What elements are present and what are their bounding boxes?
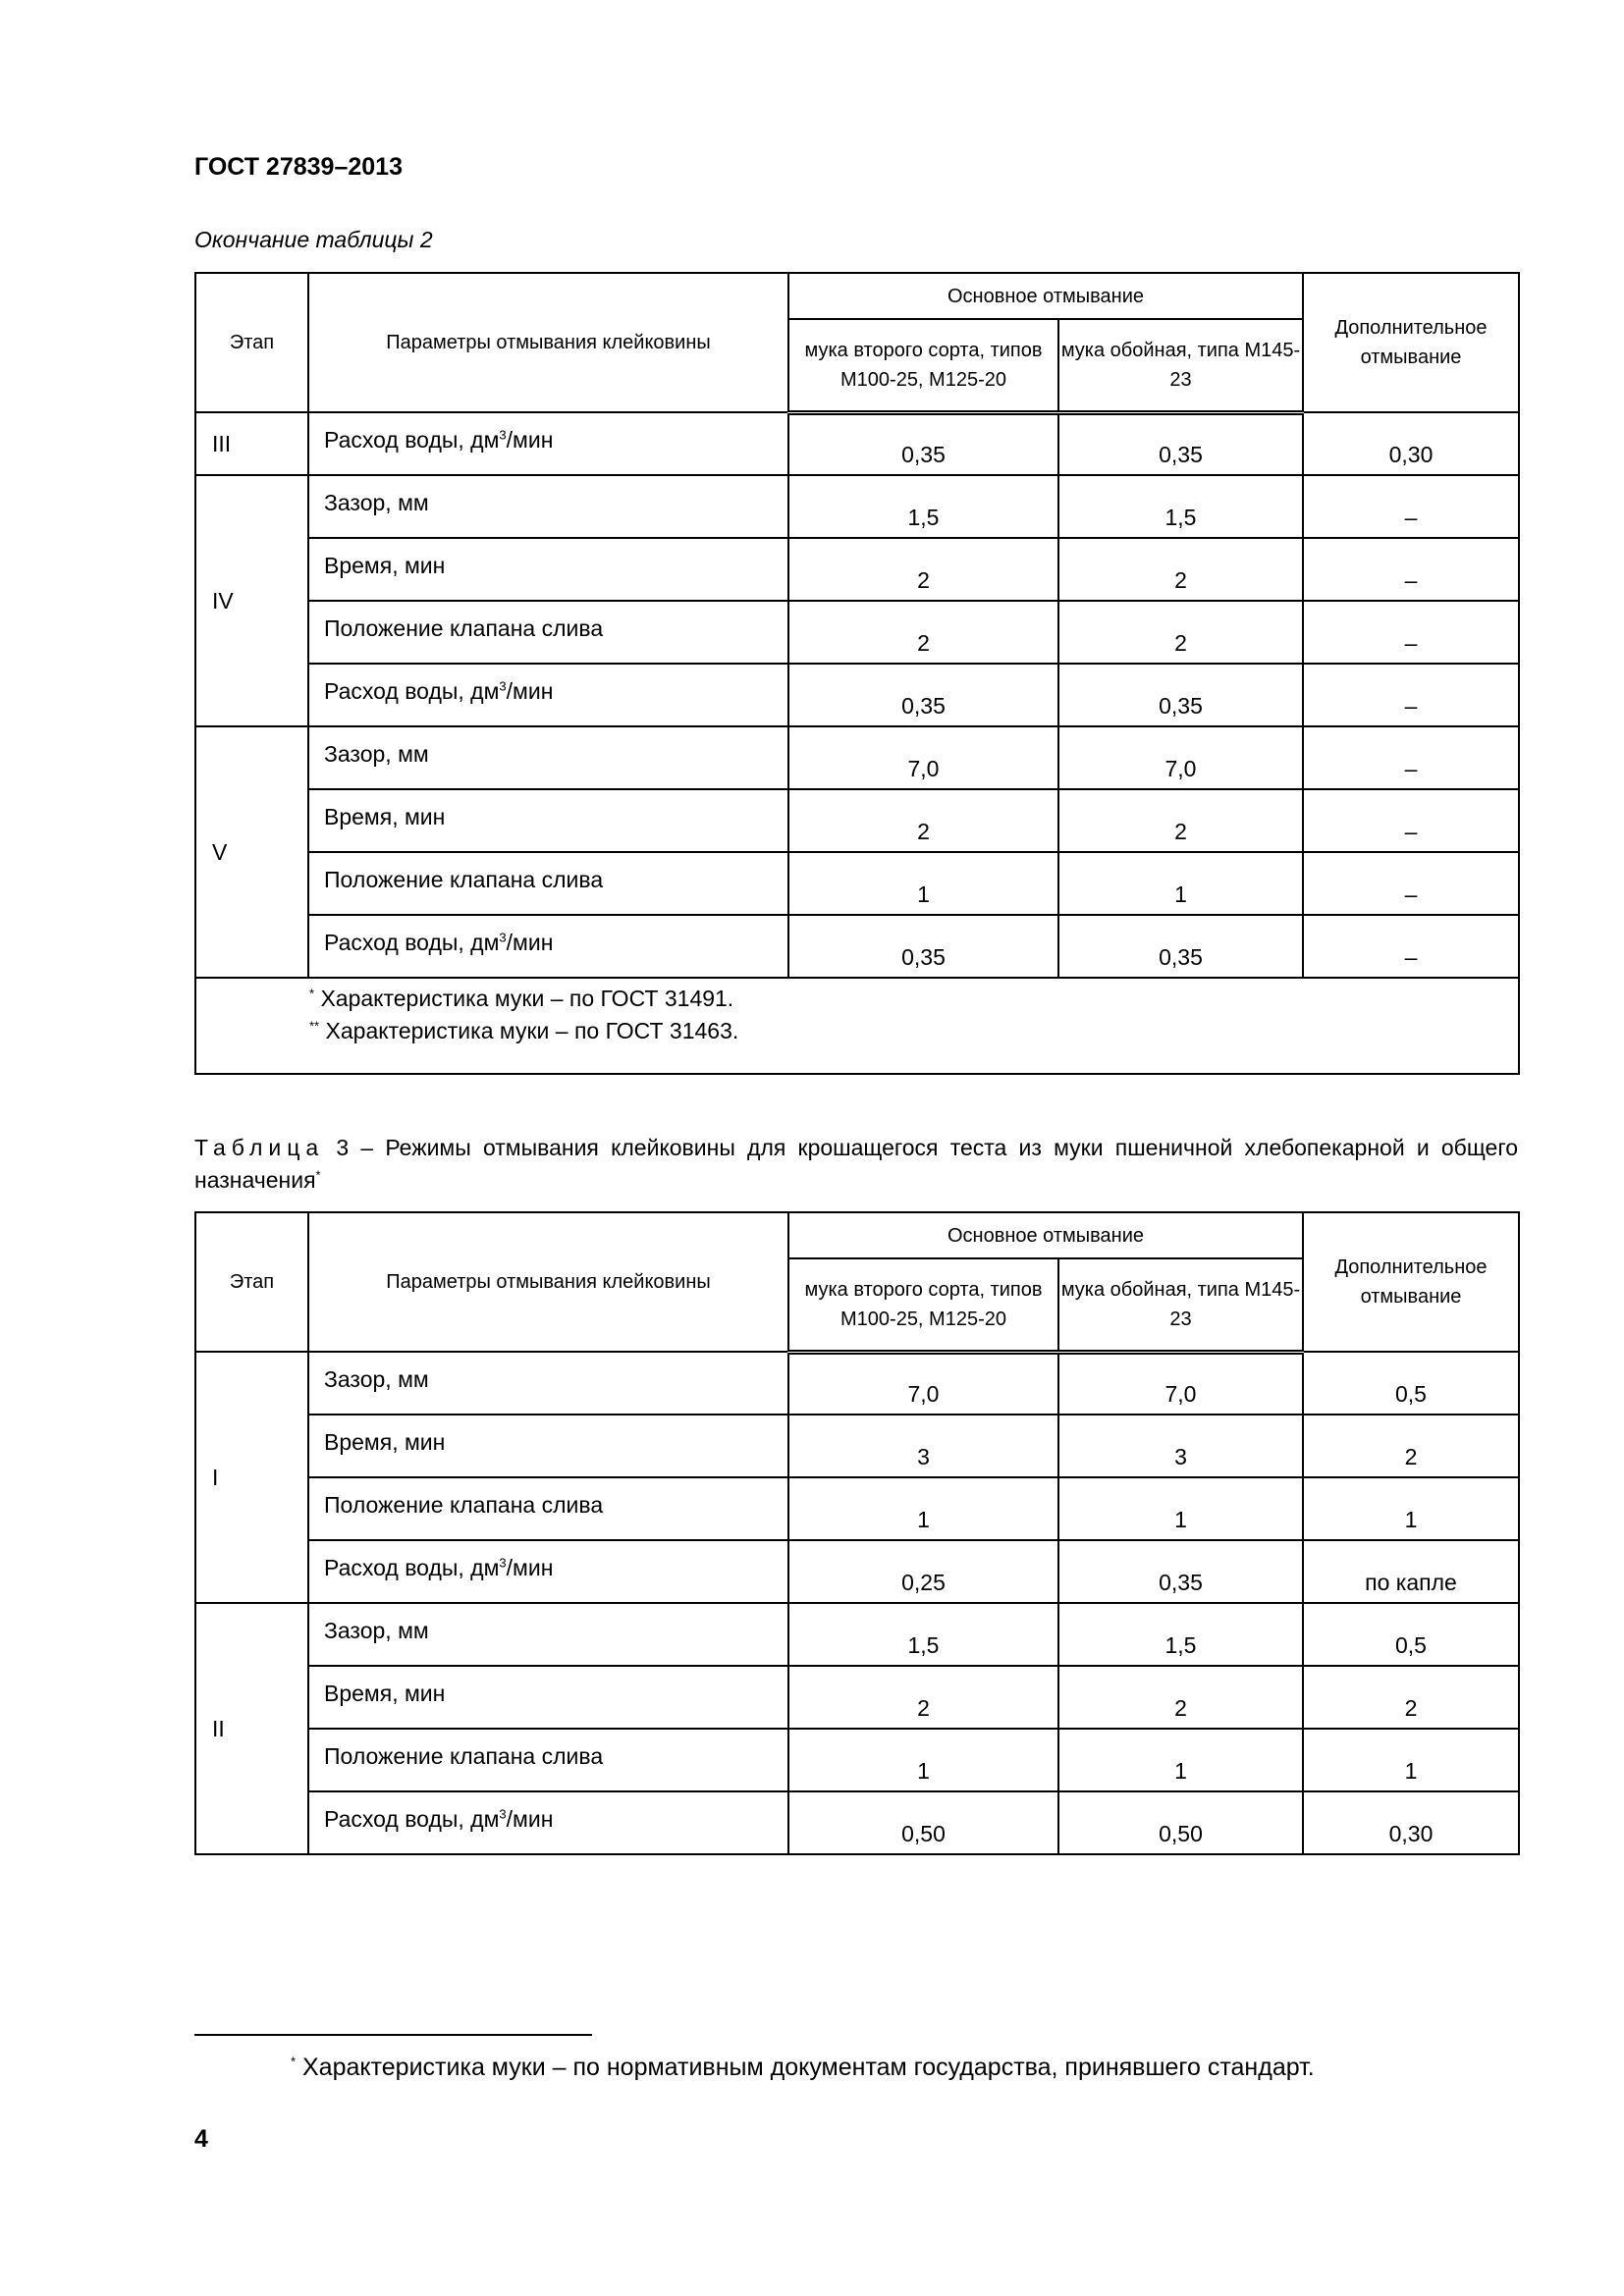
param-exponent: 3 <box>499 427 507 443</box>
param-label: Время, мин <box>324 1681 446 1706</box>
value-flour-wholemeal: 7,0 <box>1058 1352 1303 1415</box>
param-label: Положение клапана слива <box>324 867 604 892</box>
footnote-mark: * <box>291 2054 297 2069</box>
param-cell <box>308 726 788 789</box>
table3-title: 3 – Режимы отмывания клейковины для крошащегося теста из муки пшеничной хлебопекарной и общего назначения <box>194 1135 1518 1193</box>
header-stage: Этап <box>195 273 308 412</box>
param-cell <box>308 601 788 664</box>
param-cell <box>308 789 788 852</box>
value-extra-wash: – <box>1303 601 1519 664</box>
table-row <box>195 1603 1519 1666</box>
param-cell <box>308 1352 788 1415</box>
value-extra-wash: 1 <box>1303 1477 1519 1540</box>
value-flour-wholemeal: 2 <box>1058 601 1303 664</box>
param-label: Зазор, мм <box>324 741 429 767</box>
value-flour-second-grade: 0,35 <box>788 915 1058 978</box>
param-exponent: 3 <box>499 1555 507 1571</box>
header-flour-second-grade: мука второго сорта, типов М100-25, М125-20 <box>788 319 1058 412</box>
value-extra-wash: – <box>1303 852 1519 915</box>
value-extra-wash: 0,5 <box>1303 1352 1519 1415</box>
param-cell <box>308 1791 788 1854</box>
value-flour-second-grade: 0,35 <box>788 412 1058 475</box>
param-label: Расход воды, дм <box>324 1555 500 1580</box>
value-flour-second-grade: 2 <box>788 1666 1058 1729</box>
param-unit: /мин <box>506 427 554 453</box>
value-flour-second-grade: 0,35 <box>788 664 1058 726</box>
param-label: Зазор, мм <box>324 1366 429 1392</box>
value-extra-wash: – <box>1303 726 1519 789</box>
value-flour-second-grade: 2 <box>788 789 1058 852</box>
value-flour-wholemeal: 1,5 <box>1058 475 1303 538</box>
table-row <box>195 538 1519 601</box>
table3 <box>194 1211 1520 1855</box>
table-row <box>195 1415 1519 1477</box>
table-row <box>195 664 1519 726</box>
value-extra-wash: – <box>1303 538 1519 601</box>
value-flour-second-grade: 1 <box>788 1729 1058 1791</box>
value-flour-wholemeal: 2 <box>1058 538 1303 601</box>
value-flour-second-grade: 7,0 <box>788 726 1058 789</box>
value-flour-second-grade: 1 <box>788 852 1058 915</box>
param-cell <box>308 1477 788 1540</box>
value-flour-wholemeal: 0,35 <box>1058 664 1303 726</box>
value-flour-wholemeal: 1 <box>1058 1729 1303 1791</box>
value-flour-second-grade: 2 <box>788 538 1058 601</box>
param-exponent: 3 <box>499 930 507 945</box>
table-row <box>195 915 1519 978</box>
table3-caption-mark: * <box>315 1167 321 1183</box>
param-cell <box>308 475 788 538</box>
param-label: Расход воды, дм <box>324 678 500 704</box>
value-flour-wholemeal: 0,35 <box>1058 1540 1303 1603</box>
header-flour-wholemeal: мука обойная, типа М145-23 <box>1058 1258 1303 1352</box>
param-label: Зазор, мм <box>324 1618 429 1643</box>
stage-cell: I <box>195 1352 308 1603</box>
footnote <box>291 2054 1315 2082</box>
table3-caption <box>194 1132 1518 1197</box>
param-cell <box>308 412 788 475</box>
param-cell <box>308 1603 788 1666</box>
value-flour-wholemeal: 1 <box>1058 852 1303 915</box>
stage-cell: V <box>195 726 308 978</box>
param-exponent: 3 <box>499 678 507 694</box>
value-flour-second-grade: 0,25 <box>788 1540 1058 1603</box>
value-extra-wash: 0,30 <box>1303 1791 1519 1854</box>
param-label: Время, мин <box>324 1429 446 1455</box>
header-main-wash: Основное отмывание <box>788 1212 1303 1258</box>
value-flour-wholemeal: 2 <box>1058 789 1303 852</box>
note-text: Характеристика муки – по ГОСТ 31491. <box>314 986 734 1011</box>
table2 <box>194 272 1520 1075</box>
param-unit: /мин <box>506 1555 554 1580</box>
param-cell <box>308 1729 788 1791</box>
param-label: Время, мин <box>324 553 446 578</box>
param-cell <box>308 664 788 726</box>
value-extra-wash: – <box>1303 915 1519 978</box>
value-extra-wash: 0,5 <box>1303 1603 1519 1666</box>
value-flour-wholemeal: 0,35 <box>1058 412 1303 475</box>
table-row <box>195 1666 1519 1729</box>
value-flour-second-grade: 1,5 <box>788 475 1058 538</box>
header-param: Параметры отмывания клейковины <box>308 273 788 412</box>
value-extra-wash: – <box>1303 664 1519 726</box>
stage-cell: II <box>195 1603 308 1854</box>
table-row <box>195 1729 1519 1791</box>
param-unit: /мин <box>506 1806 554 1832</box>
table-row <box>195 852 1519 915</box>
value-flour-wholemeal: 0,35 <box>1058 915 1303 978</box>
value-flour-wholemeal: 1,5 <box>1058 1603 1303 1666</box>
param-label: Расход воды, дм <box>324 427 500 453</box>
table-row <box>195 1791 1519 1854</box>
param-label: Расход воды, дм <box>324 930 500 955</box>
value-flour-wholemeal: 2 <box>1058 1666 1303 1729</box>
value-flour-wholemeal: 7,0 <box>1058 726 1303 789</box>
footnote-text: Характеристика муки – по нормативным документам государства, принявшего стандарт. <box>296 2054 1315 2081</box>
table-row <box>195 475 1519 538</box>
param-unit: /мин <box>506 678 554 704</box>
table-row <box>195 1352 1519 1415</box>
footnote-rule <box>194 2034 592 2036</box>
table-row <box>195 1477 1519 1540</box>
value-extra-wash: 2 <box>1303 1415 1519 1477</box>
value-flour-second-grade: 2 <box>788 601 1058 664</box>
notes-row <box>195 978 1519 1074</box>
table2-caption: Окончание таблицы 2 <box>194 227 433 252</box>
value-extra-wash: 2 <box>1303 1666 1519 1729</box>
page-number: 4 <box>194 2125 208 2153</box>
header-main-wash: Основное отмывание <box>788 273 1303 319</box>
param-label: Положение клапана слива <box>324 1492 604 1518</box>
value-flour-second-grade: 7,0 <box>788 1352 1058 1415</box>
note-text: Характеристика муки – по ГОСТ 31463. <box>319 1018 739 1043</box>
param-cell <box>308 915 788 978</box>
header-param: Параметры отмывания клейковины <box>308 1212 788 1352</box>
header-flour-second-grade: мука второго сорта, типов М100-25, М125-20 <box>788 1258 1058 1352</box>
header-stage: Этап <box>195 1212 308 1352</box>
table-row <box>195 1540 1519 1603</box>
value-extra-wash: 0,30 <box>1303 412 1519 475</box>
param-cell <box>308 538 788 601</box>
param-cell <box>308 1666 788 1729</box>
table-row <box>195 412 1519 475</box>
stage-cell: III <box>195 412 308 475</box>
param-label: Время, мин <box>324 804 446 829</box>
param-cell <box>308 1540 788 1603</box>
value-flour-wholemeal: 3 <box>1058 1415 1303 1477</box>
table-note <box>309 983 1518 1015</box>
value-flour-wholemeal: 1 <box>1058 1477 1303 1540</box>
value-extra-wash: – <box>1303 789 1519 852</box>
value-flour-second-grade: 1,5 <box>788 1603 1058 1666</box>
note-mark: * <box>309 986 315 1001</box>
table-note <box>309 1015 1518 1047</box>
table-row <box>195 726 1519 789</box>
param-label: Положение клапана слива <box>324 615 604 641</box>
value-extra-wash: – <box>1303 475 1519 538</box>
table-row <box>195 601 1519 664</box>
note-mark: ** <box>309 1018 320 1034</box>
value-flour-second-grade: 3 <box>788 1415 1058 1477</box>
header-flour-wholemeal: мука обойная, типа М145-23 <box>1058 319 1303 412</box>
header-extra-wash: Дополнительное отмывание <box>1303 273 1519 412</box>
header-extra-wash: Дополнительное отмывание <box>1303 1212 1519 1352</box>
param-cell <box>308 1415 788 1477</box>
value-flour-wholemeal: 0,50 <box>1058 1791 1303 1854</box>
param-unit: /мин <box>506 930 554 955</box>
value-extra-wash: 1 <box>1303 1729 1519 1791</box>
table-row <box>195 789 1519 852</box>
param-label: Зазор, мм <box>324 490 429 515</box>
value-extra-wash: по капле <box>1303 1540 1519 1603</box>
param-label: Расход воды, дм <box>324 1806 500 1832</box>
value-flour-second-grade: 1 <box>788 1477 1058 1540</box>
document-id: ГОСТ 27839–2013 <box>194 153 403 181</box>
stage-cell: IV <box>195 475 308 726</box>
param-label: Положение клапана слива <box>324 1743 604 1769</box>
param-exponent: 3 <box>499 1806 507 1822</box>
value-flour-second-grade: 0,50 <box>788 1791 1058 1854</box>
table3-label: Таблица <box>194 1135 325 1160</box>
param-cell <box>308 852 788 915</box>
table-notes <box>195 978 1519 1074</box>
